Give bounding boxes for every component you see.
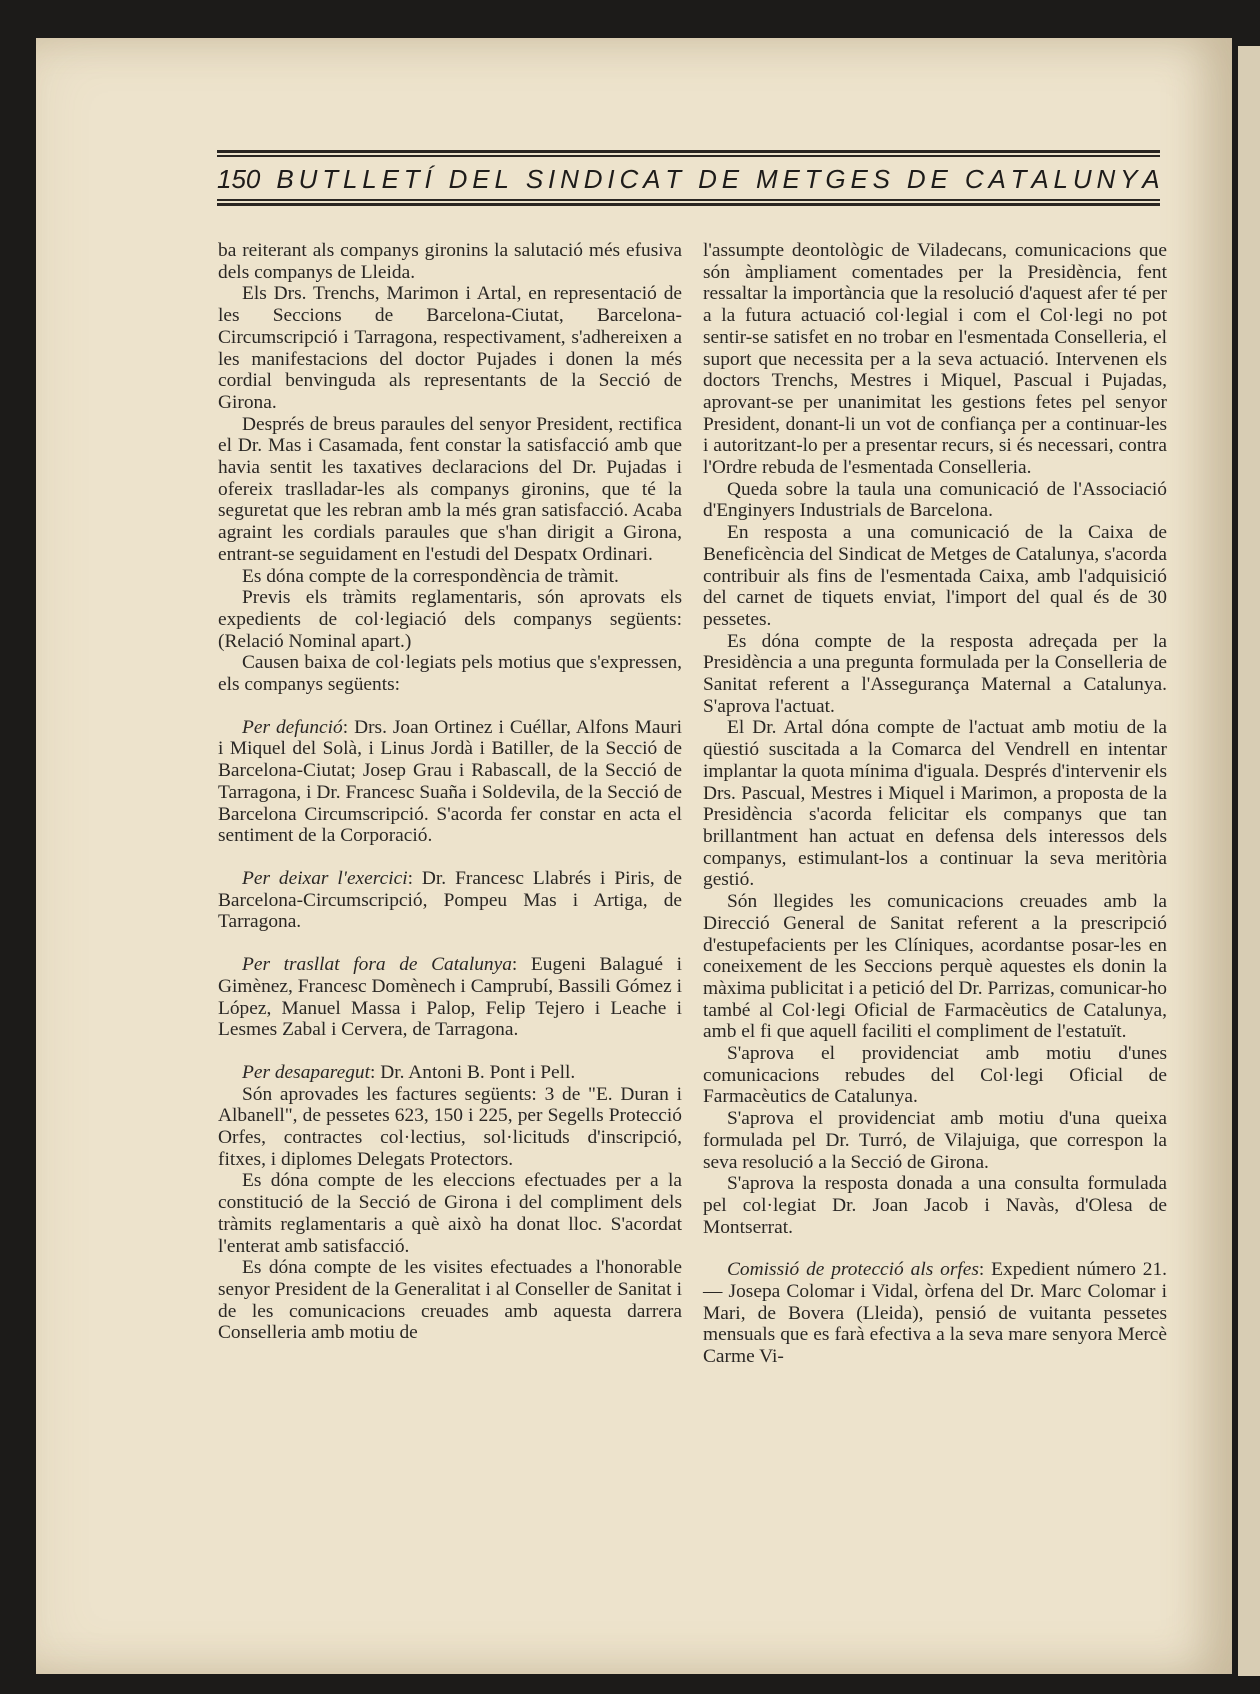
- title-letter: D: [906, 163, 926, 194]
- paragraph-text: Es dóna compte de la correspondència de tràmit.: [242, 565, 619, 587]
- paragraph-text: S'aprova la resposta donada a una consulta formulada pel col·legiat Dr. Joan Jacob i Navàs, d'Olesa de Montserrat.: [703, 1173, 1167, 1238]
- paragraph-text: ba reiterant als companys gironins la salutació més efusiva dels companys de Lleida.: [218, 240, 682, 283]
- next-page-edge: [1238, 46, 1260, 1676]
- paragraph: [703, 891, 1167, 1043]
- paragraph-lead: Comissió de protecció als orfes: [727, 1259, 979, 1281]
- paragraph-text: El Dr. Artal dóna compte de l'actuat amb motiu de la qüestió suscitada a la Comarca del Vendrell en intentar implantar la quota mínima d'iguala. Després d'intervenir els Drs. Pascual, Mestres i Miquel i Marimon, a proposta de la Presidència s'acorda felicitar els companys que tan brillantment han actuat en defensa dels interessos dels companys, estimulant-los a continuar la seva meritòria gestió.: [703, 717, 1167, 891]
- title-letter: A: [988, 163, 1006, 194]
- paragraph: [218, 717, 682, 847]
- header-rule-bottom-thin: [217, 199, 1160, 201]
- paragraph-text: : Dr. Francesc Llabrés i Piris, de Barcelona-Circumscripció, Pompeu Mas i Artiga, de Tarragona.: [218, 867, 682, 933]
- paragraph-text: : Dr. Antoni B. Pont i Pell.: [370, 1061, 576, 1083]
- paragraph-text: Causen baixa de col·legiats pels motius que s'expressen, els companys següents:: [218, 652, 682, 696]
- title-letter: E: [472, 163, 490, 194]
- title-letter: E: [721, 163, 740, 194]
- page-number: 150: [217, 163, 261, 194]
- paragraph-text: Previs els tràmits reglamentaris, són aprovats els expedients de col·legiació dels companys següents: (Relació Nominal apart.): [218, 587, 682, 652]
- title-letter: I: [607, 163, 615, 194]
- title-letter: A: [643, 163, 661, 194]
- right-column: [703, 240, 1167, 1368]
- title-letter: Í: [424, 163, 432, 194]
- paragraph: [703, 1173, 1167, 1238]
- title-letter: T: [665, 163, 682, 194]
- paragraph: [218, 587, 682, 652]
- title-letter: [895, 164, 902, 195]
- title-letter: S: [525, 163, 544, 194]
- paragraph-text: Es dóna compte de les visites efectuades a l'honorable senyor President de la Generalitat i al Conseller de Sanitat i de les comunicacions creuades amb aquesta darrera Conselleria amb motiu de: [218, 1257, 682, 1344]
- paragraph: [218, 414, 682, 566]
- paragraph-text: S'aprova el providenciat amb motiu d'una queixa formulada pel Dr. Turró, de Vilajuiga, que correspon la seva resolució a la Secció de Girona.: [703, 1108, 1167, 1173]
- title-letter: C: [619, 163, 639, 194]
- title-letter: A: [1142, 163, 1160, 194]
- header-rule-top-thin: [217, 155, 1160, 157]
- title-letter: M: [755, 163, 778, 194]
- paragraph: [218, 954, 682, 1041]
- paragraph: [218, 868, 682, 933]
- paragraph: [703, 1259, 1167, 1368]
- paragraph: [703, 1043, 1167, 1108]
- paragraph: [218, 566, 682, 588]
- paragraph-text: Són aprovades les factures següents: 3 de "E. Duran i Albanell", de pessetes 623, 150 i 225, per Segells Protecció Orfes, contractes col·lectius, sol·licituds d'inscripció, fitxes, i diplomes Delegats Protectors.: [218, 1083, 682, 1170]
- title-letter: Y: [1120, 163, 1138, 194]
- title-letter: T: [322, 163, 339, 194]
- title-letter: E: [381, 163, 399, 194]
- paragraph-text: Els Drs. Trenchs, Marimon i Artal, en representació de les Seccions de Barcelona-Ciutat, Barcelona-Circumscripció i Tarragona, respectivament, s'adhereixen a les manifestacions del doctor Pujades i donen la més cordial benvinguda als representants de la Secció de Girona.: [218, 283, 682, 413]
- header-rule-top: [217, 150, 1160, 153]
- paragraph-text: : Expedient número 21. — Josepa Colomar i Vidal, òrfena del Dr. Marc Colomar i Mari, de Bovera (Lleida), pensió de vuitanta pessetes mensuals que es farà efectiva a la seva mare senyora Mercè Carme Vi-: [703, 1259, 1167, 1368]
- title-letter: S: [872, 163, 890, 194]
- title-letter: D: [448, 163, 468, 194]
- paragraph: [218, 652, 682, 695]
- paragraph: [703, 479, 1167, 522]
- paragraph-text: Es dóna compte de les eleccions efectuades per a la constitució de la Secció de Girona i del compliment dels tràmits reglamentaris a què això ha donat lloc. S'acordat l'enterat amb satisfacció.: [218, 1170, 682, 1257]
- running-header: [217, 162, 1160, 196]
- title-letter: E: [850, 163, 868, 194]
- title-letter: L: [362, 163, 377, 194]
- title-letter: U: [298, 163, 318, 194]
- title-letter: N: [1096, 163, 1116, 194]
- paragraph: [218, 283, 682, 413]
- paragraph-lead: Per desaparegut: [242, 1061, 370, 1083]
- paragraph: [218, 240, 682, 283]
- paragraph-text: Després de breus paraules del senyor President, rectifica el Dr. Mas i Casamada, fent constar la satisfacció amb que havia sentit les taxatives declaracions del Dr. Pujadas i ofereix traslladar-les als companys gironins, que té la seguretat que les rebran amb la més gran satisfacció. Acaba agraint les cordials paraules que s'han dirigit a Girona, entrant-se seguidament en l'estudi del Despatx Ordinari.: [218, 413, 682, 565]
- paragraph-text: En resposta a una comunicació de la Caixa de Beneficència del Sindicat de Metges de Catalunya, s'acorda contribuir als fins de l'esmentada Caixa, amb l'adquisició del carnet de tiquets enviat, l'import del qual és de 30 pessetes.: [703, 522, 1167, 630]
- paragraph-text: l'assumpte deontològic de Viladecans, comunicacions que són àmpliament comentades per la Presidència, fent ressaltar la importància que la resolució d'aquest afer té per a la futura actuació col·legial i com el Col·legi no pot sentir-se satisfet en no trobar en l'esmentada Conselleria, el suport que necessita per a la seva actuació. Intervenen els doctors Trenchs, Mestres i Miquel, Pascual i Pujadas, aprovant-se per unanimitat les gestions fetes pel senyor President, donant-li un vot de confiança per a continuar-les i autoritzant-lo per a presentar recurs, si és necessari, contra l'Ordre rebuda de l'esmentada Conselleria.: [703, 240, 1167, 479]
- paragraph: [218, 1170, 682, 1257]
- title-letter: U: [1072, 163, 1092, 194]
- title-letter: T: [1010, 163, 1027, 194]
- title-letter: C: [964, 163, 984, 194]
- title-letter: [514, 164, 521, 195]
- header-rule-bottom: [217, 203, 1160, 206]
- paragraph-text: S'aprova el providenciat amb motiu d'unes comunicacions rebudes del Col·legi Oficial de Farmacèutics de Catalunya.: [703, 1043, 1167, 1108]
- title-letter: B: [276, 163, 294, 194]
- paragraph: [218, 1062, 682, 1084]
- title-letter: [744, 164, 751, 195]
- title-letter: [437, 164, 444, 195]
- title-letter: E: [782, 163, 800, 194]
- title-letter: D: [698, 163, 717, 194]
- title-letter: A: [1031, 163, 1049, 194]
- paragraph-text: : Eugeni Balagué i Gimènez, Francesc Domènech i Camprubí, Bassili Gómez i López, Manuel Massa i Palop, Felip Tejero i Leache i Lesmes Zabal i Cervera, de Tarragona.: [218, 954, 682, 1041]
- title-letter: E: [930, 163, 948, 194]
- paragraph: [703, 240, 1167, 479]
- paragraph-text: Queda sobre la taula una comunicació de l'Associació d'Enginyers Industrials de Barcelona.: [703, 478, 1167, 522]
- paragraph: [703, 522, 1167, 631]
- paragraph-lead: Per defunció: [242, 716, 343, 738]
- journal-title: [276, 164, 1160, 195]
- paragraph: [218, 1084, 682, 1171]
- left-column: [218, 240, 682, 1344]
- title-letter: L: [342, 163, 358, 194]
- title-letter: I: [548, 163, 556, 194]
- title-letter: L: [1053, 163, 1069, 194]
- paragraph: [218, 1257, 682, 1344]
- paragraph-text: : Drs. Joan Ortinez i Cuéllar, Alfons Mauri i Miquel del Solà, i Linus Jordà i Batiller, de la Secció de Barcelona-Ciutat; Josep Grau i Rabascall, de la Secció de Tarragona, i Dr. Francesc Suaña i Soldevila, de la Secció de Barcelona Circumscripció. S'acorda fer constar en acta el sentiment de la Corporació.: [218, 716, 682, 847]
- title-letter: T: [403, 163, 420, 194]
- paragraph-text: Es dóna compte de la resposta adreçada per la Presidència a una pregunta formulada per la Conselleria de Sanitat referent a l'Assegurança Maternal a Catalunya. S'aprova l'actuat.: [703, 630, 1167, 717]
- paragraph: [703, 717, 1167, 891]
- title-letter: L: [494, 163, 509, 194]
- paragraph-text: Són llegides les comunicacions creuades amb la Direcció General de Sanitat referent a la prescripció d'estupefacients per les Clíniques, acordantse posar-les en coneixement de les Seccions perquè aquestes els donin la màxima publicitat i a petició del Dr. Parrizas, comunicar-ho també al Col·legi Oficial de Farmacèutics de Catalunya, amb el fi que aquell faciliti el compliment de l'estatuït.: [703, 891, 1167, 1043]
- paragraph-lead: Per deixar l'exercici: [242, 867, 408, 889]
- paragraph: [703, 1108, 1167, 1173]
- paragraph: [703, 631, 1167, 718]
- title-letter: [686, 164, 693, 195]
- title-letter: G: [825, 163, 846, 194]
- title-letter: [953, 164, 960, 195]
- title-letter: T: [804, 163, 821, 194]
- title-letter: D: [583, 163, 603, 194]
- paragraph-lead: Per trasllat fora de Catalunya: [242, 954, 512, 976]
- title-letter: N: [560, 163, 579, 194]
